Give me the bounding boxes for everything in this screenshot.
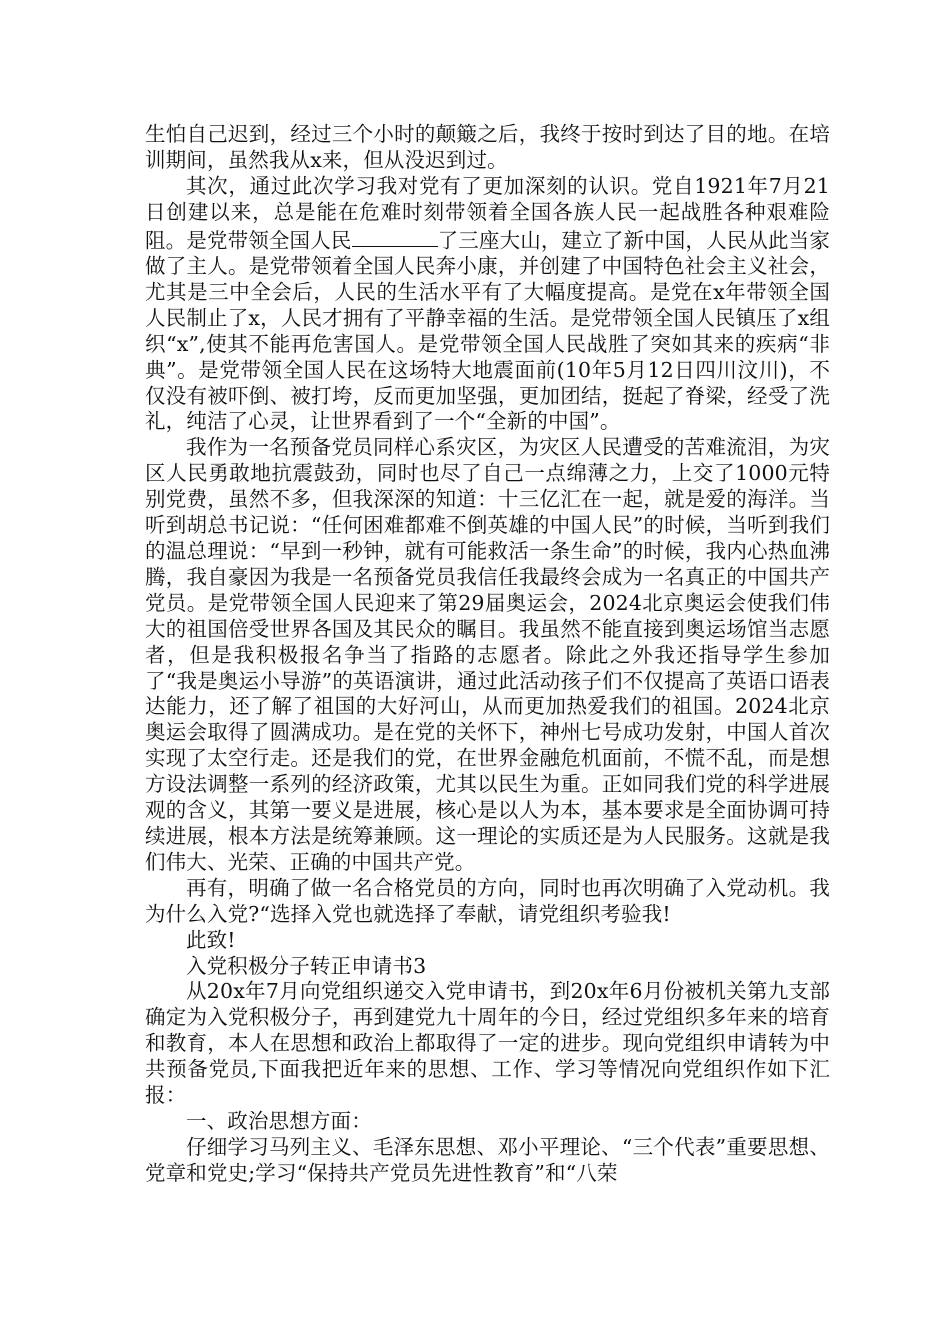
section-title: 入党积极分子转正申请书3 <box>186 953 427 978</box>
document-page <box>145 122 830 1187</box>
paragraph-1: 生怕自己迟到，经过三个小时的颠簸之后，我终于按时到达了目的地。在培训期间，虽然我从x来，但从没迟到过。 <box>145 122 830 172</box>
paragraph-7: 从20x年7月向党组织递交入党申请书，到20x年6月份被机关第九支部确定为入党积极分子，再到建党九十周年的今日，经过党组织多年来的培育和教育，本人在思想和政治上都取得了一定的进步。现向党组织申请转为中共预备党员,下面我把近年来的思想、工作、学习等情况向党组织作如下汇报： <box>145 979 830 1108</box>
paragraph-2-text-before-blank: 其次，通过此次学习我对党有了更加深刻的认识。党自1921年7月21日创建以来，总是能在危难时刻带领着全国各族人民一起战胜各种艰难险阻。是党带领全国人民 <box>145 173 830 253</box>
paragraph-4: 再有，明确了做一名合格党员的方向，同时也再次明确了入党动机。我为什么入党?“选择入党也就选择了奉献，请党组织考验我! <box>145 875 830 926</box>
paragraph-3: 我作为一名预备党员同样心系灾区，为灾区人民遭受的苦难流泪，为灾区人民勇敢地抗震鼓劲，同时也尽了自己一点绵薄之力，上交了1000元特别党费，虽然不多，但我深深的知道：十三亿汇在一起，就是爱的海洋。当听到胡总书记说：“任何困难都难不倒英雄的中国人民”的时候，当听到我们的温总理说：“早到一秒钟，就有可能救活一条生命”的时候，我内心热血沸腾，我自豪因为我是一名预备党员我信任我最终会成为一名真正的中国共产党员。是党带领全国人民迎来了第29届奥运会，2024北京奥运会使我们伟大的祖国倍受世界各国及其民众的瞩目。我虽然不能直接到奥运场馆当志愿者，但是我积极报名争当了指路的志愿者。除此之外我还指导学生参加了“我是奥运小导游”的英语演讲，通过此活动孩子们不仅提高了英语口语表达能力，还了解了祖国的大好河山，从而更加热爱我们的祖国。2024北京奥运会取得了圆满成功。是在党的关怀下，神州七号成功发射，中国人首次实现了太空行走。还是我们的党，在世界金融危机面前，不慌不乱，而是想方设法调整一系列的经济政策，尤其以民生为重。正如同我们党的科学进展观的含义，其第一要义是进展，核心是以人为本，基本要求是全面协调可持续进展，根本方法是统筹兼顾。这一理论的实质还是为人民服务。这就是我们伟大、光荣、正确的中国共产党。 <box>145 435 830 874</box>
subsection-heading: 一、政治思想方面： <box>186 1108 372 1133</box>
paragraph-9: 仔细学习马列主义、毛泽东思想、邓小平理论、“三个代表”重要思想、党章和党史;学习“保持共产党员先进性教育”和“八荣 <box>145 1134 830 1185</box>
closing-salutation: 此致! <box>186 927 236 952</box>
paragraph-2-text-after-blank: 了三座大山，建立了新中国，人民从此当家做了主人。是党带领着全国人民奔小康，并创建了中国特色社会主义社会，尤其是三中全会后，人民的生活水平有了大幅度提高。是党在x年带领全国人民制止了x，人民才拥有了平静幸福的生活。是党带领全国人民镇压了x组织“x”,使其不能再危害国人。是党带领全国人民战胜了突如其来的疾病“非典”。是党带领全国人民在这场特大地震面前(10年5月12日四川汶川)，不仅没有被吓倒、被打垮，反而更加坚强，更加团结，挺起了脊梁，经受了洗礼，纯洁了心灵，让世界看到了一个“全新的中国”。 <box>145 228 830 434</box>
fill-in-blank <box>352 226 438 248</box>
paragraph-2 <box>145 174 830 436</box>
